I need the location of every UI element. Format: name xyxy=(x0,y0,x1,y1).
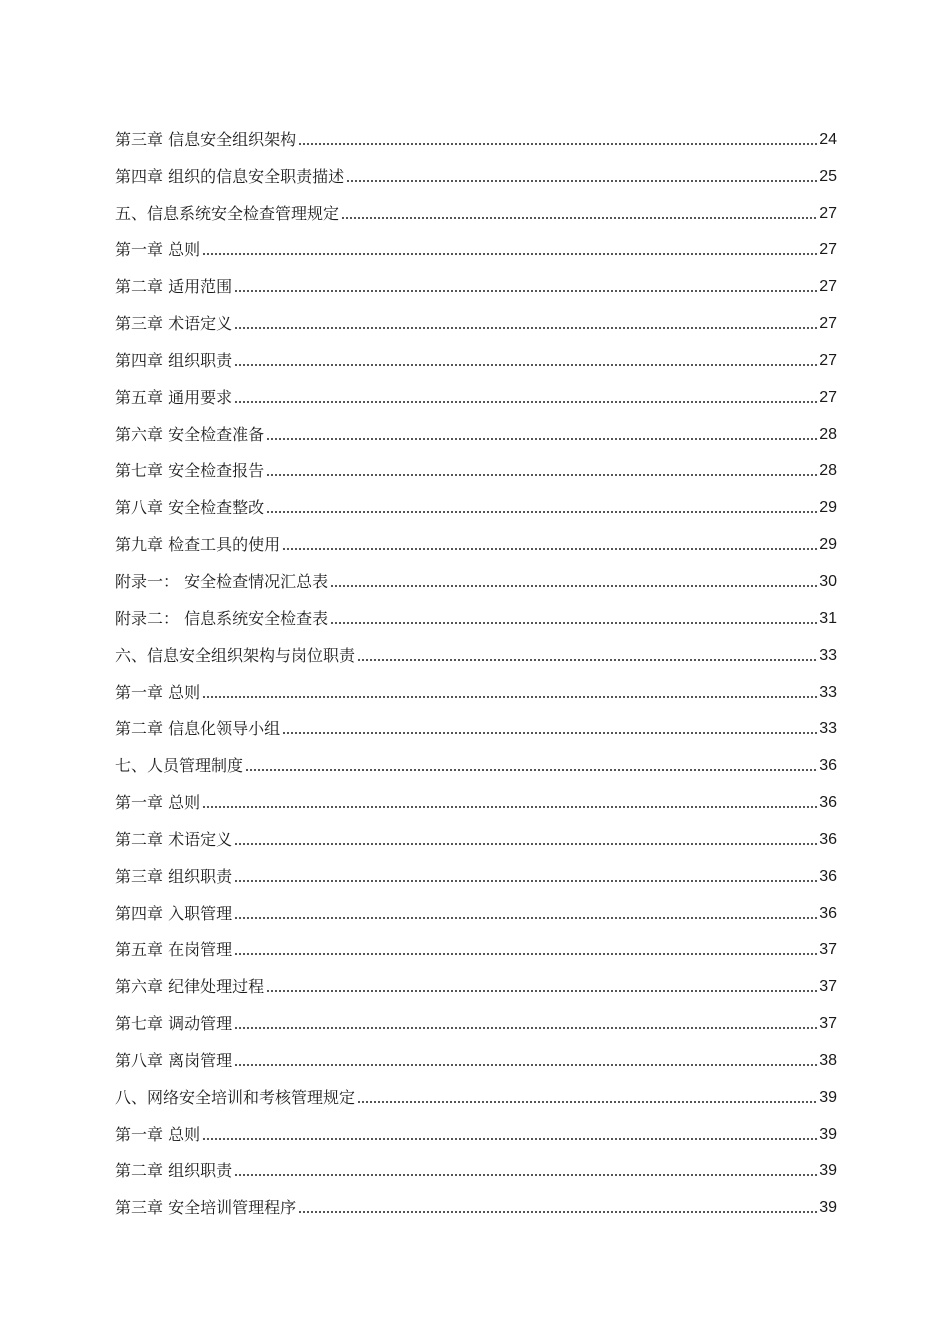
toc-dot-leader xyxy=(234,289,817,293)
toc-entry-page: 33 xyxy=(819,683,837,701)
toc-dot-leader xyxy=(234,1026,817,1030)
toc-entry-page: 29 xyxy=(819,499,837,517)
toc-entry-title: 第五章 通用要求 xyxy=(115,387,233,407)
toc-entry[interactable] xyxy=(115,1071,837,1108)
toc-dot-leader xyxy=(234,1063,817,1067)
toc-entry-title: 第二章 信息化领导小组 xyxy=(115,719,281,739)
toc-entry[interactable] xyxy=(115,334,837,371)
toc-entry-title: 第四章 组织的信息安全职责描述 xyxy=(115,166,345,186)
toc-entry[interactable] xyxy=(115,776,837,813)
toc-entry-title: 第三章 组织职责 xyxy=(115,866,233,886)
toc-entry-title: 五、信息系统安全检查管理规定 xyxy=(115,203,340,223)
toc-dot-leader xyxy=(234,916,817,920)
toc-dot-leader xyxy=(234,400,817,404)
toc-entry[interactable] xyxy=(115,297,837,334)
toc-entry-page: 28 xyxy=(819,425,837,443)
toc-entry-title: 第二章 术语定义 xyxy=(115,829,233,849)
table-of-contents xyxy=(115,113,837,1218)
toc-dot-leader xyxy=(234,363,817,367)
toc-entry-page: 36 xyxy=(819,904,837,922)
toc-dot-leader xyxy=(341,216,817,220)
toc-entry-page: 37 xyxy=(819,978,837,996)
toc-entry-title: 第二章 组织职责 xyxy=(115,1161,233,1181)
toc-entry-page: 27 xyxy=(819,351,837,369)
toc-dot-leader xyxy=(202,805,817,809)
toc-dot-leader xyxy=(202,695,817,699)
toc-entry[interactable] xyxy=(115,445,837,482)
toc-entry-title: 第一章 总则 xyxy=(115,682,201,702)
toc-entry-title: 第四章 组织职责 xyxy=(115,350,233,370)
toc-dot-leader xyxy=(357,1100,817,1104)
toc-entry[interactable] xyxy=(115,260,837,297)
toc-entry-title: 第八章 安全检查整改 xyxy=(115,498,265,518)
toc-entry[interactable] xyxy=(115,1181,837,1218)
toc-entry[interactable] xyxy=(115,1145,837,1182)
toc-entry-page: 33 xyxy=(819,646,837,664)
toc-entry-title: 第三章 术语定义 xyxy=(115,314,233,334)
toc-dot-leader xyxy=(234,842,817,846)
toc-entry[interactable] xyxy=(115,887,837,924)
toc-dot-leader xyxy=(330,621,817,625)
toc-entry-page: 36 xyxy=(819,794,837,812)
toc-entry-title: 八、网络安全培训和考核管理规定 xyxy=(115,1087,356,1107)
toc-entry-title: 第六章 安全检查准备 xyxy=(115,424,265,444)
toc-entry-page: 24 xyxy=(819,130,837,148)
toc-entry[interactable] xyxy=(115,739,837,776)
toc-entry-page: 25 xyxy=(819,167,837,185)
toc-dot-leader xyxy=(357,658,817,662)
toc-entry[interactable] xyxy=(115,592,837,629)
toc-dot-leader xyxy=(234,952,817,956)
toc-dot-leader xyxy=(266,437,817,441)
toc-entry[interactable] xyxy=(115,813,837,850)
toc-dot-leader xyxy=(330,584,817,588)
toc-entry-page: 37 xyxy=(819,941,837,959)
toc-entry-page: 31 xyxy=(819,609,837,627)
toc-entry[interactable] xyxy=(115,408,837,445)
toc-entry-title: 第七章 调动管理 xyxy=(115,1014,233,1034)
toc-entry-page: 27 xyxy=(819,204,837,222)
toc-entry-title: 第三章 安全培训管理程序 xyxy=(115,1198,297,1218)
toc-dot-leader xyxy=(202,1137,817,1141)
toc-entry-title: 第六章 纪律处理过程 xyxy=(115,977,265,997)
toc-dot-leader xyxy=(202,252,817,256)
toc-entry[interactable] xyxy=(115,703,837,740)
toc-entry-page: 36 xyxy=(819,830,837,848)
toc-entry[interactable] xyxy=(115,1034,837,1071)
toc-entry[interactable] xyxy=(115,629,837,666)
toc-entry[interactable] xyxy=(115,850,837,887)
toc-entry[interactable] xyxy=(115,150,837,187)
toc-entry[interactable] xyxy=(115,371,837,408)
toc-entry-title: 第八章 离岗管理 xyxy=(115,1050,233,1070)
toc-entry-title: 六、信息安全组织架构与岗位职责 xyxy=(115,645,356,665)
toc-entry-title: 第一章 总则 xyxy=(115,1124,201,1144)
toc-entry-page: 29 xyxy=(819,536,837,554)
toc-dot-leader xyxy=(282,547,817,551)
toc-entry-page: 39 xyxy=(819,1088,837,1106)
toc-entry[interactable] xyxy=(115,518,837,555)
toc-entry-page: 27 xyxy=(819,315,837,333)
toc-dot-leader xyxy=(346,179,817,183)
toc-entry[interactable] xyxy=(115,924,837,961)
toc-entry-title: 附录二： 信息系统安全检查表 xyxy=(115,608,329,628)
toc-entry[interactable] xyxy=(115,481,837,518)
toc-entry-title: 第五章 在岗管理 xyxy=(115,940,233,960)
toc-entry-page: 27 xyxy=(819,278,837,296)
toc-entry[interactable] xyxy=(115,1108,837,1145)
toc-entry-title: 第九章 检查工具的使用 xyxy=(115,535,281,555)
toc-dot-leader xyxy=(266,510,817,514)
toc-entry[interactable] xyxy=(115,997,837,1034)
toc-dot-leader xyxy=(298,142,817,146)
toc-entry[interactable] xyxy=(115,555,837,592)
toc-entry-page: 36 xyxy=(819,757,837,775)
toc-entry-title: 第一章 总则 xyxy=(115,793,201,813)
toc-entry-page: 36 xyxy=(819,867,837,885)
toc-entry-page: 33 xyxy=(819,720,837,738)
toc-entry-title: 第四章 入职管理 xyxy=(115,903,233,923)
toc-entry[interactable] xyxy=(115,113,837,150)
toc-dot-leader xyxy=(266,989,817,993)
toc-entry-title: 第二章 适用范围 xyxy=(115,277,233,297)
toc-entry-page: 39 xyxy=(819,1199,837,1217)
toc-dot-leader xyxy=(298,1210,817,1214)
toc-entry-page: 38 xyxy=(819,1051,837,1069)
toc-dot-leader xyxy=(282,731,817,735)
toc-entry-title: 第一章 总则 xyxy=(115,240,201,260)
toc-entry-page: 39 xyxy=(819,1162,837,1180)
toc-entry-title: 第七章 安全检查报告 xyxy=(115,461,265,481)
toc-entry-page: 30 xyxy=(819,572,837,590)
toc-entry-page: 27 xyxy=(819,388,837,406)
toc-entry-page: 39 xyxy=(819,1125,837,1143)
toc-entry-title: 七、人员管理制度 xyxy=(115,756,244,776)
toc-entry-title: 第三章 信息安全组织架构 xyxy=(115,129,297,149)
toc-entry[interactable] xyxy=(115,187,837,224)
toc-dot-leader xyxy=(245,768,817,772)
toc-entry[interactable] xyxy=(115,666,837,703)
toc-dot-leader xyxy=(234,326,817,330)
toc-entry-page: 37 xyxy=(819,1015,837,1033)
toc-entry-page: 28 xyxy=(819,462,837,480)
toc-entry-page: 27 xyxy=(819,241,837,259)
toc-entry-title: 附录一： 安全检查情况汇总表 xyxy=(115,571,329,591)
toc-dot-leader xyxy=(234,879,817,883)
toc-dot-leader xyxy=(266,473,817,477)
toc-entry[interactable] xyxy=(115,224,837,261)
toc-dot-leader xyxy=(234,1173,817,1177)
toc-entry[interactable] xyxy=(115,960,837,997)
